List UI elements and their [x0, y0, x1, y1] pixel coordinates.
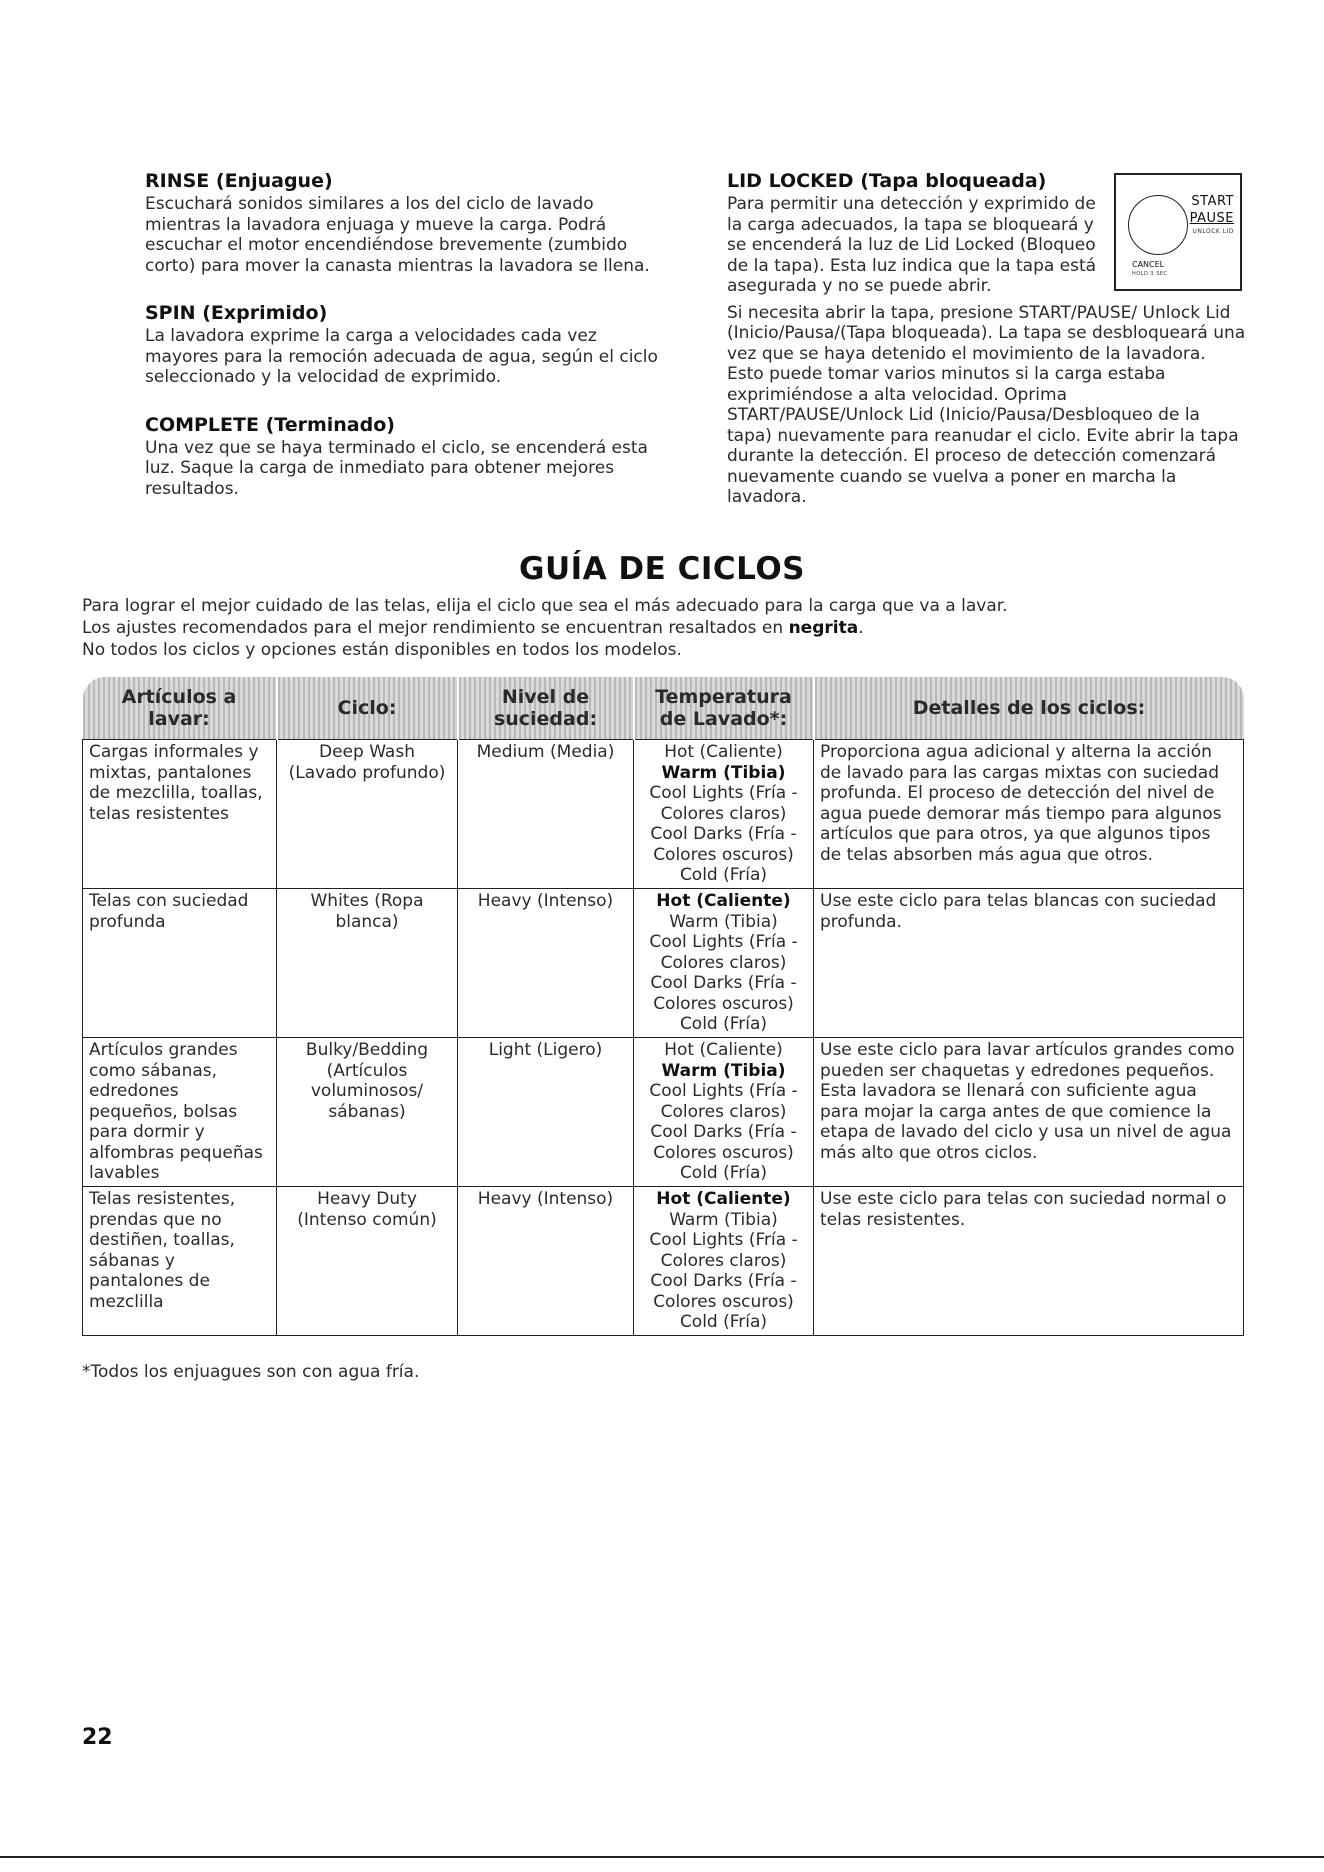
cell-details: Use este ciclo para telas con suciedad normal o telas resistentes.	[814, 1187, 1244, 1336]
temp-option: Cool Lights (Fría - Colores claros)	[649, 1081, 798, 1122]
table-row	[83, 740, 1244, 889]
complete-section	[145, 414, 665, 500]
header-details: Detalles de los ciclos:	[814, 677, 1244, 740]
header-temperature: Temperatura de Lavado*:	[634, 677, 814, 740]
section-title: LID LOCKED (Tapa bloqueada)	[727, 170, 1047, 192]
table-row	[83, 889, 1244, 1038]
intro-line: Para lograr el mejor cuidado de las telas, elija el ciclo que sea el más adecuado para la carga que va a lavar.	[82, 596, 1008, 616]
section-title: COMPLETE (Terminado)	[145, 413, 395, 436]
footnote: *Todos los enjuagues son con agua fría.	[82, 1362, 420, 1382]
start-pause-panel-illustration	[1114, 173, 1242, 291]
temp-option: Cold (Fría)	[679, 865, 768, 885]
temp-option-recommended: Hot (Caliente)	[656, 891, 791, 911]
cell-temperature	[634, 740, 814, 889]
cell-temperature	[634, 889, 814, 1038]
spin-section	[145, 302, 665, 388]
intro-line: No todos los ciclos y opciones están disponibles en todos los modelos.	[82, 640, 682, 660]
section-title: RINSE (Enjuague)	[145, 170, 333, 192]
temp-option: Cold (Fría)	[679, 1312, 768, 1332]
cell-details: Use este ciclo para telas blancas con suciedad profunda.	[814, 889, 1244, 1038]
bottom-divider	[0, 1856, 1324, 1858]
cell-soil: Light (Ligero)	[458, 1038, 634, 1187]
cell-soil: Heavy (Intenso)	[458, 1187, 634, 1336]
section-text: Una vez que se haya terminado el ciclo, se encenderá esta luz. Saque la carga de inmediato para obtener mejores resultados.	[145, 437, 648, 499]
temp-option: Cool Lights (Fría - Colores claros)	[649, 932, 798, 973]
page-number: 22	[82, 1725, 113, 1750]
header-cycle: Ciclo:	[277, 677, 458, 740]
intro-line: Los ajustes recomendados para el mejor rendimiento se encuentran resaltados en negrita.	[82, 618, 864, 638]
temp-option: Cool Lights (Fría - Colores claros)	[649, 1230, 798, 1271]
temp-option-recommended: Warm (Tibia)	[661, 762, 786, 783]
section-text: Si necesita abrir la tapa, presione START/PAUSE/ Unlock Lid (Inicio/Pausa/(Tapa bloqueada). La tapa se desbloqueará una vez que se haya detenido el movimiento de la lavadora. Esto puede tomar varios minutos si la carga estaba exprimiéndose a alta velocidad. Oprima START/PAUSE/Unlock Lid (Inicio/Pausa/Desbloqueo de la tapa) nuevamente para reanudar el ciclo. Evite abrir la tapa durante la detección. El proceso de detección comenzará nuevamente cuando se vuelva a poner en marcha la lavadora.	[727, 302, 1246, 507]
cell-cycle: Whites (Ropa blanca)	[277, 889, 458, 1038]
temp-option: Warm (Tibia)	[669, 911, 778, 932]
cell-items: Telas resistentes, prendas que no destiñen, toallas, sábanas y pantalones de mezclilla	[83, 1187, 277, 1336]
cell-soil: Medium (Media)	[458, 740, 634, 889]
section-text: La lavadora exprime la carga a velocidades cada vez mayores para la remoción adecuada de agua, según el ciclo seleccionado y la velocidad de exprimido.	[145, 326, 658, 387]
temp-option: Hot (Caliente)	[664, 1040, 783, 1060]
cell-items: Artículos grandes como sábanas, edredones pequeños, bolsas para dormir y alfombras pequeñas lavables	[83, 1038, 277, 1187]
temp-option: Warm (Tibia)	[669, 1209, 778, 1230]
temp-option: Hot (Caliente)	[664, 742, 783, 762]
cancel-label: CANCEL	[1132, 260, 1165, 269]
table-row	[83, 1187, 1244, 1336]
temp-option: Cool Darks (Fría - Colores oscuros)	[650, 1271, 797, 1312]
cell-temperature	[634, 1187, 814, 1336]
cycle-guide-table	[82, 677, 1244, 1336]
start-label: START	[1191, 194, 1234, 209]
left-column	[145, 170, 665, 499]
cell-items: Cargas informales y mixtas, pantalones de mezclilla, toallas, telas resistentes	[83, 740, 277, 889]
section-text: Para permitir una detección y exprimido de la carga adecuados, la tapa se bloqueará y se encenderá la luz de Lid Locked (Bloqueo de la tapa). Esta luz indica que la tapa está asegurada y no se puede abrir.	[727, 194, 1097, 296]
temp-option: Cool Darks (Fría - Colores oscuros)	[650, 824, 797, 865]
cell-cycle: Heavy Duty (Intenso común)	[277, 1187, 458, 1336]
temp-option-recommended: Warm (Tibia)	[661, 1060, 786, 1081]
cell-details: Use este ciclo para lavar artículos grandes como pueden ser chaquetas y edredones pequeños. Esta lavadora se llenará con suficiente agua para mojar la carga antes de que comience la etapa de lavado del ciclo y usa un nivel de agua más alto que otros ciclos.	[814, 1038, 1244, 1187]
header-items: Artículos a lavar:	[83, 677, 277, 740]
header-soil: Nivel de suciedad:	[458, 677, 634, 740]
cell-soil: Heavy (Intenso)	[458, 889, 634, 1038]
unlock-lid-label: UNLOCK LID	[1192, 228, 1234, 235]
hold-label: HOLD 3 SEC	[1132, 271, 1168, 277]
rinse-section	[145, 170, 665, 276]
temp-option: Cold (Fría)	[679, 1014, 768, 1034]
temp-option: Cool Lights (Fría - Colores claros)	[649, 783, 798, 824]
temp-option-recommended: Hot (Caliente)	[656, 1189, 791, 1209]
temp-option: Cool Darks (Fría - Colores oscuros)	[650, 1122, 797, 1163]
temp-option: Cool Darks (Fría - Colores oscuros)	[650, 973, 797, 1014]
cell-cycle: Bulky/Bedding (Artículos voluminosos/ sábanas)	[277, 1038, 458, 1187]
cell-items: Telas con suciedad profunda	[83, 889, 277, 1038]
table-header-row	[83, 677, 1244, 740]
section-text: Escuchará sonidos similares a los del ciclo de lavado mientras la lavadora enjuaga y mueve la carga. Podrá escuchar el motor encendiéndose brevemente (zumbido corto) para mover la canasta mientras la lavadora se llena.	[145, 194, 650, 276]
temp-option: Cold (Fría)	[679, 1163, 768, 1183]
table-row	[83, 1038, 1244, 1187]
cell-temperature	[634, 1038, 814, 1187]
page-title: GUÍA DE CICLOS	[519, 551, 805, 587]
cell-cycle: Deep Wash (Lavado profundo)	[277, 740, 458, 889]
start-button-icon	[1128, 195, 1188, 255]
guide-intro	[82, 595, 1242, 661]
pause-label: PAUSE	[1189, 211, 1234, 226]
section-title: SPIN (Exprimido)	[145, 302, 328, 324]
cell-details: Proporciona agua adicional y alterna la acción de lavado para las cargas mixtas con suciedad profunda. El proceso de detección del nivel de agua puede demorar más tiempo para algunos artículos que para otros, ya que algunos tipos de telas absorben más agua que otros.	[814, 740, 1244, 889]
